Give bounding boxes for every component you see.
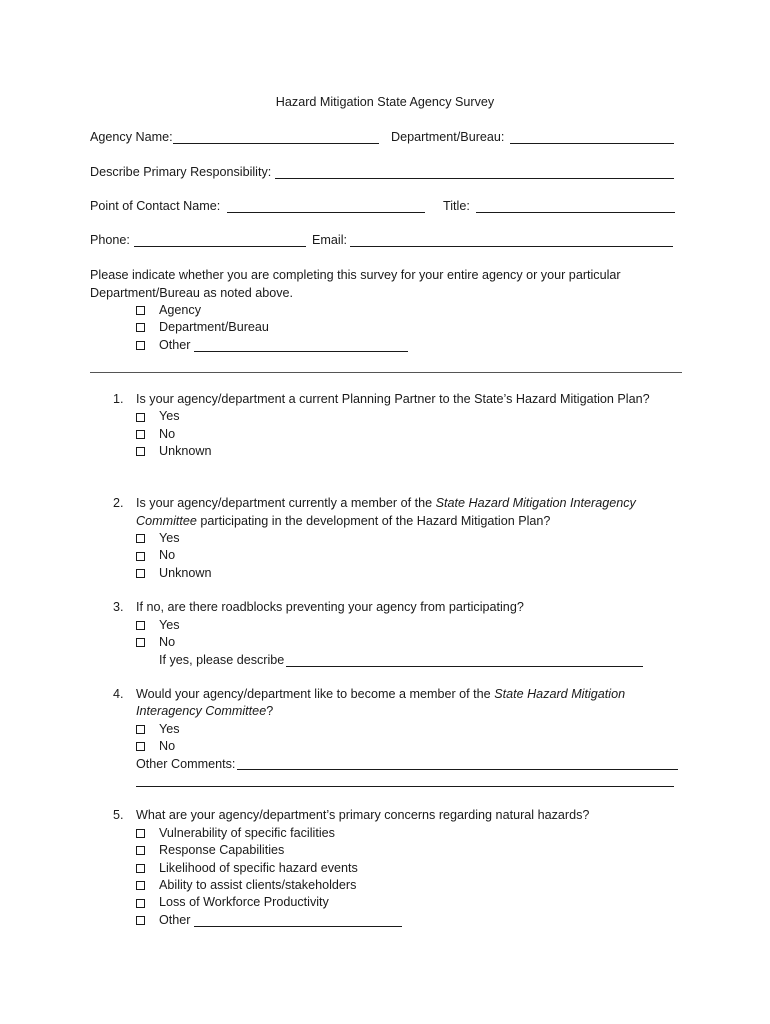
question-4-number: 4. bbox=[113, 687, 124, 701]
q3-option-yes: Yes bbox=[159, 618, 180, 632]
q5-checkbox-likelihood[interactable] bbox=[136, 864, 145, 873]
q5-checkbox-vulnerability[interactable] bbox=[136, 829, 145, 838]
department-bureau-field[interactable] bbox=[510, 143, 674, 144]
q2-text-italic-2: Committee bbox=[136, 514, 197, 528]
q1-checkbox-yes[interactable] bbox=[136, 413, 145, 422]
q1-option-yes: Yes bbox=[159, 409, 180, 423]
q1-option-unknown: Unknown bbox=[159, 444, 212, 458]
option-department-bureau: Department/Bureau bbox=[159, 320, 269, 334]
q5-option-vulnerability: Vulnerability of specific facilities bbox=[159, 826, 335, 840]
q4-text-post: ? bbox=[266, 704, 274, 718]
email-field[interactable] bbox=[350, 246, 673, 247]
q5-checkbox-other[interactable] bbox=[136, 916, 145, 925]
question-2-text-line1 bbox=[136, 495, 636, 511]
q2-text-post: participating in the development of the Hazard Mitigation Plan? bbox=[196, 514, 551, 528]
q4-text-italic-2: Interagency Committee bbox=[136, 704, 267, 718]
option-agency: Agency bbox=[159, 303, 202, 317]
title-label: Title: bbox=[443, 199, 470, 213]
q1-checkbox-no[interactable] bbox=[136, 430, 145, 439]
question-1-text: Is your agency/department a current Planning Partner to the State’s Hazard Mitigation Plan? bbox=[136, 392, 650, 406]
checkbox-department-bureau[interactable] bbox=[136, 323, 145, 332]
question-1-number: 1. bbox=[113, 392, 124, 406]
checkbox-other[interactable] bbox=[136, 341, 145, 350]
q5-option-likelihood: Likelihood of specific hazard events bbox=[159, 861, 358, 875]
q3-describe-label: If yes, please describe bbox=[159, 653, 285, 667]
q4-text-pre: Would your agency/department like to become a member of the bbox=[136, 687, 495, 701]
q4-option-no: No bbox=[159, 739, 176, 753]
q1-option-no: No bbox=[159, 427, 176, 441]
point-of-contact-field[interactable] bbox=[227, 212, 425, 213]
primary-responsibility-label: Describe Primary Responsibility: bbox=[90, 165, 272, 179]
q5-checkbox-workforce[interactable] bbox=[136, 899, 145, 908]
question-4-text-line2 bbox=[136, 703, 273, 719]
phone-field[interactable] bbox=[134, 246, 306, 247]
question-5-text: What are your agency/department’s primary concerns regarding natural hazards? bbox=[136, 808, 590, 822]
q5-option-response: Response Capabilities bbox=[159, 843, 285, 857]
q4-checkbox-no[interactable] bbox=[136, 742, 145, 751]
q3-checkbox-no[interactable] bbox=[136, 638, 145, 647]
question-5-number: 5. bbox=[113, 808, 124, 822]
option-other: Other bbox=[159, 338, 191, 352]
q2-option-yes: Yes bbox=[159, 531, 180, 545]
question-2-number: 2. bbox=[113, 496, 124, 510]
agency-name-label: Agency Name: bbox=[90, 130, 173, 144]
scope-prompt-line1: Please indicate whether you are completing this survey for your entire agency or your particular bbox=[90, 268, 621, 282]
q4-text-italic-1: State Hazard Mitigation bbox=[494, 687, 626, 701]
question-4-text-line1 bbox=[136, 686, 625, 702]
q4-comments-label: Other Comments: bbox=[136, 757, 236, 771]
q5-option-workforce: Loss of Workforce Productivity bbox=[159, 895, 329, 909]
q5-option-other: Other bbox=[159, 913, 191, 927]
title-field[interactable] bbox=[476, 212, 675, 213]
q4-option-yes: Yes bbox=[159, 722, 180, 736]
q2-option-no: No bbox=[159, 548, 176, 562]
q3-checkbox-yes[interactable] bbox=[136, 621, 145, 630]
section-divider bbox=[90, 372, 682, 373]
scope-prompt-line2: Department/Bureau as noted above. bbox=[90, 286, 294, 300]
agency-name-field[interactable] bbox=[173, 143, 379, 144]
department-bureau-label: Department/Bureau: bbox=[391, 130, 505, 144]
page-title: Hazard Mitigation State Agency Survey bbox=[275, 95, 495, 109]
q5-checkbox-assist[interactable] bbox=[136, 881, 145, 890]
question-3-text: If no, are there roadblocks preventing your agency from participating? bbox=[136, 600, 524, 614]
question-3-number: 3. bbox=[113, 600, 124, 614]
point-of-contact-label: Point of Contact Name: bbox=[90, 199, 221, 213]
other-scope-field[interactable] bbox=[194, 351, 408, 352]
q3-describe-field[interactable] bbox=[286, 666, 643, 667]
q1-checkbox-unknown[interactable] bbox=[136, 447, 145, 456]
q5-option-assist: Ability to assist clients/stakeholders bbox=[159, 878, 357, 892]
q2-checkbox-unknown[interactable] bbox=[136, 569, 145, 578]
question-2-text-line2 bbox=[136, 513, 550, 529]
email-label: Email: bbox=[312, 233, 347, 247]
primary-responsibility-field[interactable] bbox=[275, 178, 674, 179]
q4-comments-field-line2[interactable] bbox=[136, 786, 674, 787]
q4-checkbox-yes[interactable] bbox=[136, 725, 145, 734]
phone-label: Phone: bbox=[90, 233, 130, 247]
q2-text-pre: Is your agency/department currently a member of the bbox=[136, 496, 436, 510]
q5-checkbox-response[interactable] bbox=[136, 846, 145, 855]
q2-text-italic-1: State Hazard Mitigation Interagency bbox=[435, 496, 636, 510]
q5-other-field[interactable] bbox=[194, 926, 402, 927]
q2-checkbox-no[interactable] bbox=[136, 552, 145, 561]
q2-option-unknown: Unknown bbox=[159, 566, 212, 580]
q4-comments-field[interactable] bbox=[237, 769, 678, 770]
q2-checkbox-yes[interactable] bbox=[136, 534, 145, 543]
checkbox-agency[interactable] bbox=[136, 306, 145, 315]
q3-option-no: No bbox=[159, 635, 176, 649]
